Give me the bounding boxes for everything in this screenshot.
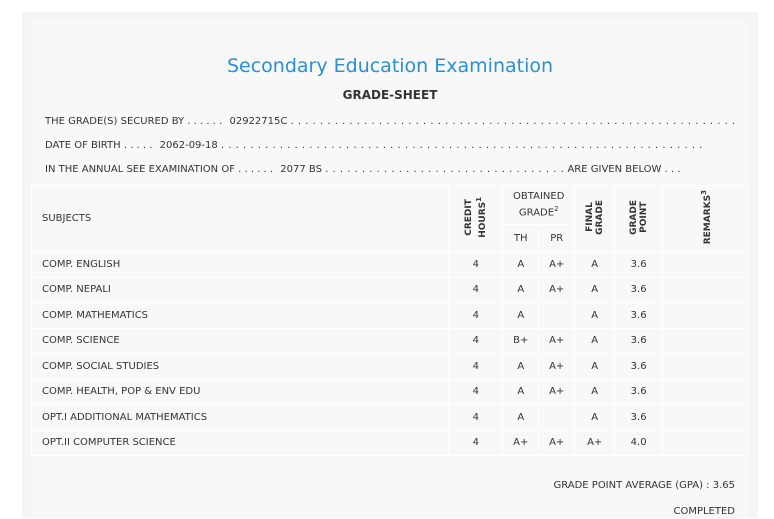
header-final-grade-label <box>585 200 605 235</box>
table-header <box>32 186 749 225</box>
subject-cell: COMP. SCIENCE <box>32 328 449 354</box>
header-credit-hours <box>449 186 503 252</box>
th-cell: A <box>503 354 539 380</box>
grade-point-cell: 3.6 <box>615 277 663 303</box>
header-pr: PR <box>539 225 575 252</box>
remarks-cell <box>663 430 749 456</box>
header-obtained-text: OBTAINED <box>513 190 565 202</box>
pr-cell <box>539 405 575 431</box>
subject-cell: OPT.I ADDITIONAL MATHEMATICS <box>32 405 449 431</box>
remarks-cell <box>663 277 749 303</box>
table-row <box>32 405 749 431</box>
secured-label: THE GRADE(S) SECURED BY . . . . . . <box>45 116 223 127</box>
remarks-cell <box>663 252 749 278</box>
table-row <box>32 354 749 380</box>
remarks-cell <box>663 405 749 431</box>
grade-sheet <box>31 21 749 518</box>
header-grade-text: GRADE <box>518 207 555 219</box>
header-subjects-label: SUBJECTS <box>42 213 92 224</box>
footnote-1: 1 <box>474 196 483 202</box>
secured-dots: . . . . . . . . . . . . . . . . . . . . . . . . . . . . . . . . . . . . . . . . . . . . . . . . . . . . . . . . . . . . . <box>290 116 736 127</box>
secured-value: 02922715C <box>229 116 288 127</box>
final-grade-cell: A <box>575 354 615 380</box>
pr-cell: A+ <box>539 328 575 354</box>
credit-cell: 4 <box>449 430 503 456</box>
grade-sheet-frame <box>22 12 758 518</box>
final-grade-cell: A <box>575 328 615 354</box>
th-cell: B+ <box>503 328 539 354</box>
final-grade-cell: A <box>575 405 615 431</box>
pr-cell: A+ <box>539 354 575 380</box>
header-point-text: POINT <box>638 201 649 233</box>
final-grade-cell: A <box>575 379 615 405</box>
header-final-grade-text: GRADE <box>594 199 605 235</box>
credit-cell: 4 <box>449 328 503 354</box>
header-credit-text: CREDIT <box>463 198 474 236</box>
header-gradep-text: GRADE <box>628 199 639 235</box>
dob-dots: . . . . . . . . . . . . . . . . . . . . . . . . . . . . . . . . . . . . . . . . . . . . . . . . . . . . . . . . . . . . . . . . . . <box>220 140 703 151</box>
grade-point-cell: 3.6 <box>615 303 663 329</box>
remarks-cell <box>663 303 749 329</box>
pr-cell <box>539 303 575 329</box>
grade-point-cell: 3.6 <box>615 405 663 431</box>
header-hours-text: HOURS <box>477 201 488 238</box>
exam-value: 2077 BS <box>280 164 322 175</box>
header-credit-hours-label <box>464 197 488 238</box>
grade-point-cell: 4.0 <box>615 430 663 456</box>
table-row <box>32 430 749 456</box>
table-row <box>32 379 749 405</box>
info-date-of-birth <box>45 140 703 151</box>
exam-label: IN THE ANNUAL SEE EXAMINATION OF . . . . . . <box>45 164 274 175</box>
status-text: COMPLETED <box>673 506 735 517</box>
info-secured-by <box>45 116 736 127</box>
pr-cell: A+ <box>539 379 575 405</box>
footnote-3: 3 <box>699 190 708 195</box>
table-row <box>32 277 749 303</box>
credit-cell: 4 <box>449 379 503 405</box>
th-cell: A <box>503 252 539 278</box>
subject-cell: COMP. SOCIAL STUDIES <box>32 354 449 380</box>
pr-cell: A+ <box>539 277 575 303</box>
credit-cell: 4 <box>449 354 503 380</box>
header-obtained-grade <box>503 186 575 225</box>
header-remarks-label <box>699 190 713 244</box>
header-subjects <box>32 186 449 252</box>
header-grade-point <box>615 186 663 252</box>
subject-cell: COMP. HEALTH, POP & ENV EDU <box>32 379 449 405</box>
final-grade-cell: A <box>575 303 615 329</box>
th-cell: A+ <box>503 430 539 456</box>
remarks-cell <box>663 354 749 380</box>
grade-point-cell: 3.6 <box>615 252 663 278</box>
subject-cell: COMP. ENGLISH <box>32 252 449 278</box>
final-grade-cell: A+ <box>575 430 615 456</box>
subject-cell: COMP. MATHEMATICS <box>32 303 449 329</box>
th-cell: A <box>503 303 539 329</box>
gpa-summary: GRADE POINT AVERAGE (GPA) : 3.65 <box>553 480 735 491</box>
th-cell: A <box>503 379 539 405</box>
grades-table <box>31 185 749 456</box>
header-th: TH <box>503 225 539 252</box>
page-subtitle: GRADE-SHEET <box>342 88 438 102</box>
dob-label: DATE OF BIRTH . . . . . <box>45 140 153 151</box>
credit-cell: 4 <box>449 405 503 431</box>
exam-dots: . . . . . . . . . . . . . . . . . . . . . . . . . . . . . . . . . <box>325 164 565 175</box>
th-cell: A <box>503 405 539 431</box>
remarks-cell <box>663 379 749 405</box>
final-grade-cell: A <box>575 252 615 278</box>
table-row <box>32 328 749 354</box>
grade-point-cell: 3.6 <box>615 328 663 354</box>
subject-cell: COMP. NEPALI <box>32 277 449 303</box>
pr-cell: A+ <box>539 252 575 278</box>
table-row <box>32 303 749 329</box>
info-exam <box>45 164 681 175</box>
th-cell: A <box>503 277 539 303</box>
header-final-text: FINAL <box>584 202 595 232</box>
subject-cell: OPT.II COMPUTER SCIENCE <box>32 430 449 456</box>
pr-cell: A+ <box>539 430 575 456</box>
credit-cell: 4 <box>449 277 503 303</box>
credit-cell: 4 <box>449 252 503 278</box>
table-row <box>32 252 749 278</box>
footnote-2: 2 <box>554 204 559 213</box>
grade-point-cell: 3.6 <box>615 379 663 405</box>
dob-value: 2062-09-18 <box>159 140 218 151</box>
exam-tail: ARE GIVEN BELOW . . . <box>567 164 681 175</box>
grade-point-cell: 3.6 <box>615 354 663 380</box>
header-final-grade <box>575 186 615 252</box>
header-remarks <box>663 186 749 252</box>
page-title: Secondary Education Examination <box>226 55 554 77</box>
remarks-cell <box>663 328 749 354</box>
final-grade-cell: A <box>575 277 615 303</box>
header-remarks-text: REMARKS <box>702 194 713 245</box>
header-grade-point-label <box>629 200 649 235</box>
credit-cell: 4 <box>449 303 503 329</box>
